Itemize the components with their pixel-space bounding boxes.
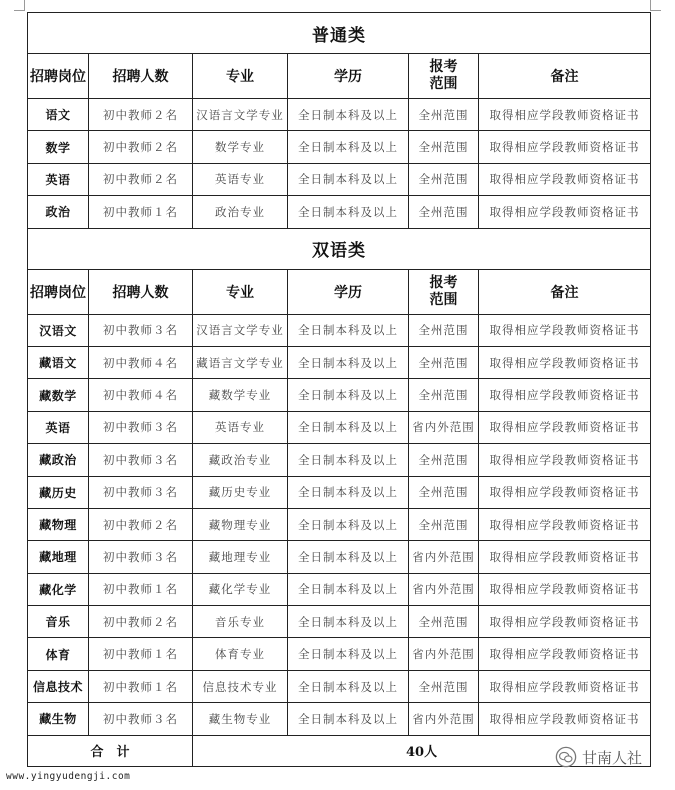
- education-cell: 全日制本科及以上: [288, 411, 409, 443]
- table-row: [28, 606, 651, 638]
- education-cell: 全日制本科及以上: [288, 606, 409, 638]
- education-cell: 全日制本科及以上: [288, 703, 409, 735]
- position-cell: 藏数学: [28, 379, 89, 411]
- scope-cell: 全州范围: [409, 379, 479, 411]
- scope-cell: 全州范围: [409, 508, 479, 540]
- count-cell: 初中教师３名: [89, 314, 193, 346]
- education-cell: 全日制本科及以上: [288, 444, 409, 476]
- major-cell: 藏化学专业: [193, 573, 288, 605]
- count-cell: 初中教师３名: [89, 476, 193, 508]
- table-row: [28, 379, 651, 411]
- header-major: 专业: [193, 269, 288, 314]
- major-cell: 汉语言文学专业: [193, 314, 288, 346]
- note-cell: 取得相应学段教师资格证书: [479, 670, 651, 702]
- wechat-official-account-icon: [555, 746, 577, 768]
- section-title: 普通类: [28, 13, 651, 54]
- position-cell: 音乐: [28, 606, 89, 638]
- header-scope: 报考 范围: [409, 54, 479, 99]
- education-cell: 全日制本科及以上: [288, 314, 409, 346]
- header-note: 备注: [479, 269, 651, 314]
- scope-cell: 全州范围: [409, 444, 479, 476]
- major-cell: 藏数学专业: [193, 379, 288, 411]
- table-row: [28, 196, 651, 228]
- position-cell: 藏生物: [28, 703, 89, 735]
- education-cell: 全日制本科及以上: [288, 670, 409, 702]
- table-row: [28, 346, 651, 378]
- position-cell: 语文: [28, 99, 89, 131]
- major-cell: 藏生物专业: [193, 703, 288, 735]
- header-major: 专业: [193, 54, 288, 99]
- note-cell: 取得相应学段教师资格证书: [479, 411, 651, 443]
- major-cell: 藏语言文学专业: [193, 346, 288, 378]
- note-cell: 取得相应学段教师资格证书: [479, 379, 651, 411]
- scope-cell: 省内外范围: [409, 411, 479, 443]
- recruitment-table: [27, 12, 651, 767]
- scope-cell: 省内外范围: [409, 541, 479, 573]
- header-scope: 报考 范围: [409, 269, 479, 314]
- major-cell: 政治专业: [193, 196, 288, 228]
- count-cell: 初中教师２名: [89, 508, 193, 540]
- position-cell: 藏化学: [28, 573, 89, 605]
- section-title-row: [28, 228, 651, 269]
- scope-cell: 全州范围: [409, 346, 479, 378]
- count-cell: 初中教师４名: [89, 346, 193, 378]
- education-cell: 全日制本科及以上: [288, 541, 409, 573]
- scope-cell: 省内外范围: [409, 573, 479, 605]
- note-cell: 取得相应学段教师资格证书: [479, 606, 651, 638]
- note-cell: 取得相应学段教师资格证书: [479, 444, 651, 476]
- total-value: 40人: [193, 735, 651, 766]
- education-cell: 全日制本科及以上: [288, 131, 409, 163]
- education-cell: 全日制本科及以上: [288, 573, 409, 605]
- education-cell: 全日制本科及以上: [288, 99, 409, 131]
- education-cell: 全日制本科及以上: [288, 196, 409, 228]
- count-cell: 初中教师３名: [89, 541, 193, 573]
- note-cell: 取得相应学段教师资格证书: [479, 314, 651, 346]
- count-cell: 初中教师２名: [89, 99, 193, 131]
- table-row: [28, 670, 651, 702]
- position-cell: 藏政治: [28, 444, 89, 476]
- header-position: 招聘岗位: [28, 269, 89, 314]
- education-cell: 全日制本科及以上: [288, 508, 409, 540]
- education-cell: 全日制本科及以上: [288, 163, 409, 195]
- scope-cell: 全州范围: [409, 606, 479, 638]
- note-cell: 取得相应学段教师资格证书: [479, 703, 651, 735]
- education-cell: 全日制本科及以上: [288, 476, 409, 508]
- header-note: 备注: [479, 54, 651, 99]
- page-corner-mark-left: [14, 0, 25, 11]
- note-cell: 取得相应学段教师资格证书: [479, 346, 651, 378]
- position-cell: 藏物理: [28, 508, 89, 540]
- position-cell: 汉语文: [28, 314, 89, 346]
- note-cell: 取得相应学段教师资格证书: [479, 573, 651, 605]
- watermark-text: 甘南人社: [582, 748, 643, 767]
- education-cell: 全日制本科及以上: [288, 346, 409, 378]
- position-cell: 藏语文: [28, 346, 89, 378]
- major-cell: 汉语言文学专业: [193, 99, 288, 131]
- major-cell: 藏地理专业: [193, 541, 288, 573]
- table-row: [28, 444, 651, 476]
- major-cell: 藏历史专业: [193, 476, 288, 508]
- count-cell: 初中教师２名: [89, 606, 193, 638]
- note-cell: 取得相应学段教师资格证书: [479, 541, 651, 573]
- count-cell: 初中教师３名: [89, 444, 193, 476]
- note-cell: 取得相应学段教师资格证书: [479, 131, 651, 163]
- count-cell: 初中教师１名: [89, 670, 193, 702]
- website-url: www.yingyudengji.com: [6, 771, 131, 782]
- position-cell: 英语: [28, 163, 89, 195]
- count-cell: 初中教师４名: [89, 379, 193, 411]
- count-cell: 初中教师３名: [89, 703, 193, 735]
- major-cell: 藏政治专业: [193, 444, 288, 476]
- count-cell: 初中教师３名: [89, 411, 193, 443]
- position-cell: 藏地理: [28, 541, 89, 573]
- watermark: [555, 746, 642, 768]
- scope-cell: 全州范围: [409, 670, 479, 702]
- total-label: 合 计: [28, 735, 193, 766]
- major-cell: 藏物理专业: [193, 508, 288, 540]
- table-row: [28, 131, 651, 163]
- position-cell: 藏历史: [28, 476, 89, 508]
- table-row: [28, 703, 651, 735]
- note-cell: 取得相应学段教师资格证书: [479, 99, 651, 131]
- count-cell: 初中教师２名: [89, 131, 193, 163]
- major-cell: 音乐专业: [193, 606, 288, 638]
- scope-cell: 省内外范围: [409, 703, 479, 735]
- count-cell: 初中教师１名: [89, 196, 193, 228]
- major-cell: 英语专业: [193, 411, 288, 443]
- table-row: [28, 638, 651, 670]
- position-cell: 体育: [28, 638, 89, 670]
- major-cell: 数学专业: [193, 131, 288, 163]
- major-cell: 信息技术专业: [193, 670, 288, 702]
- position-cell: 数学: [28, 131, 89, 163]
- section-title-row: [28, 13, 651, 54]
- header-count: 招聘人数: [89, 54, 193, 99]
- education-cell: 全日制本科及以上: [288, 379, 409, 411]
- header-position: 招聘岗位: [28, 54, 89, 99]
- count-cell: 初中教师２名: [89, 163, 193, 195]
- scope-cell: 全州范围: [409, 196, 479, 228]
- table-row: [28, 163, 651, 195]
- table-row: [28, 314, 651, 346]
- education-cell: 全日制本科及以上: [288, 638, 409, 670]
- page-corner-mark-right: [650, 0, 661, 11]
- position-cell: 英语: [28, 411, 89, 443]
- position-cell: 政治: [28, 196, 89, 228]
- scope-cell: 全州范围: [409, 476, 479, 508]
- header-count: 招聘人数: [89, 269, 193, 314]
- count-cell: 初中教师１名: [89, 573, 193, 605]
- header-row: [28, 54, 651, 99]
- scope-cell: 全州范围: [409, 314, 479, 346]
- table-row: [28, 573, 651, 605]
- note-cell: 取得相应学段教师资格证书: [479, 476, 651, 508]
- header-education: 学历: [288, 54, 409, 99]
- note-cell: 取得相应学段教师资格证书: [479, 196, 651, 228]
- table-row: [28, 508, 651, 540]
- scope-cell: 全州范围: [409, 163, 479, 195]
- count-cell: 初中教师１名: [89, 638, 193, 670]
- scope-cell: 省内外范围: [409, 638, 479, 670]
- position-cell: 信息技术: [28, 670, 89, 702]
- table-row: [28, 99, 651, 131]
- scope-cell: 全州范围: [409, 99, 479, 131]
- major-cell: 英语专业: [193, 163, 288, 195]
- note-cell: 取得相应学段教师资格证书: [479, 163, 651, 195]
- header-education: 学历: [288, 269, 409, 314]
- note-cell: 取得相应学段教师资格证书: [479, 508, 651, 540]
- major-cell: 体育专业: [193, 638, 288, 670]
- header-row: [28, 269, 651, 314]
- table-row: [28, 476, 651, 508]
- section-title: 双语类: [28, 228, 651, 269]
- note-cell: 取得相应学段教师资格证书: [479, 638, 651, 670]
- table-row: [28, 541, 651, 573]
- scope-cell: 全州范围: [409, 131, 479, 163]
- table-row: [28, 411, 651, 443]
